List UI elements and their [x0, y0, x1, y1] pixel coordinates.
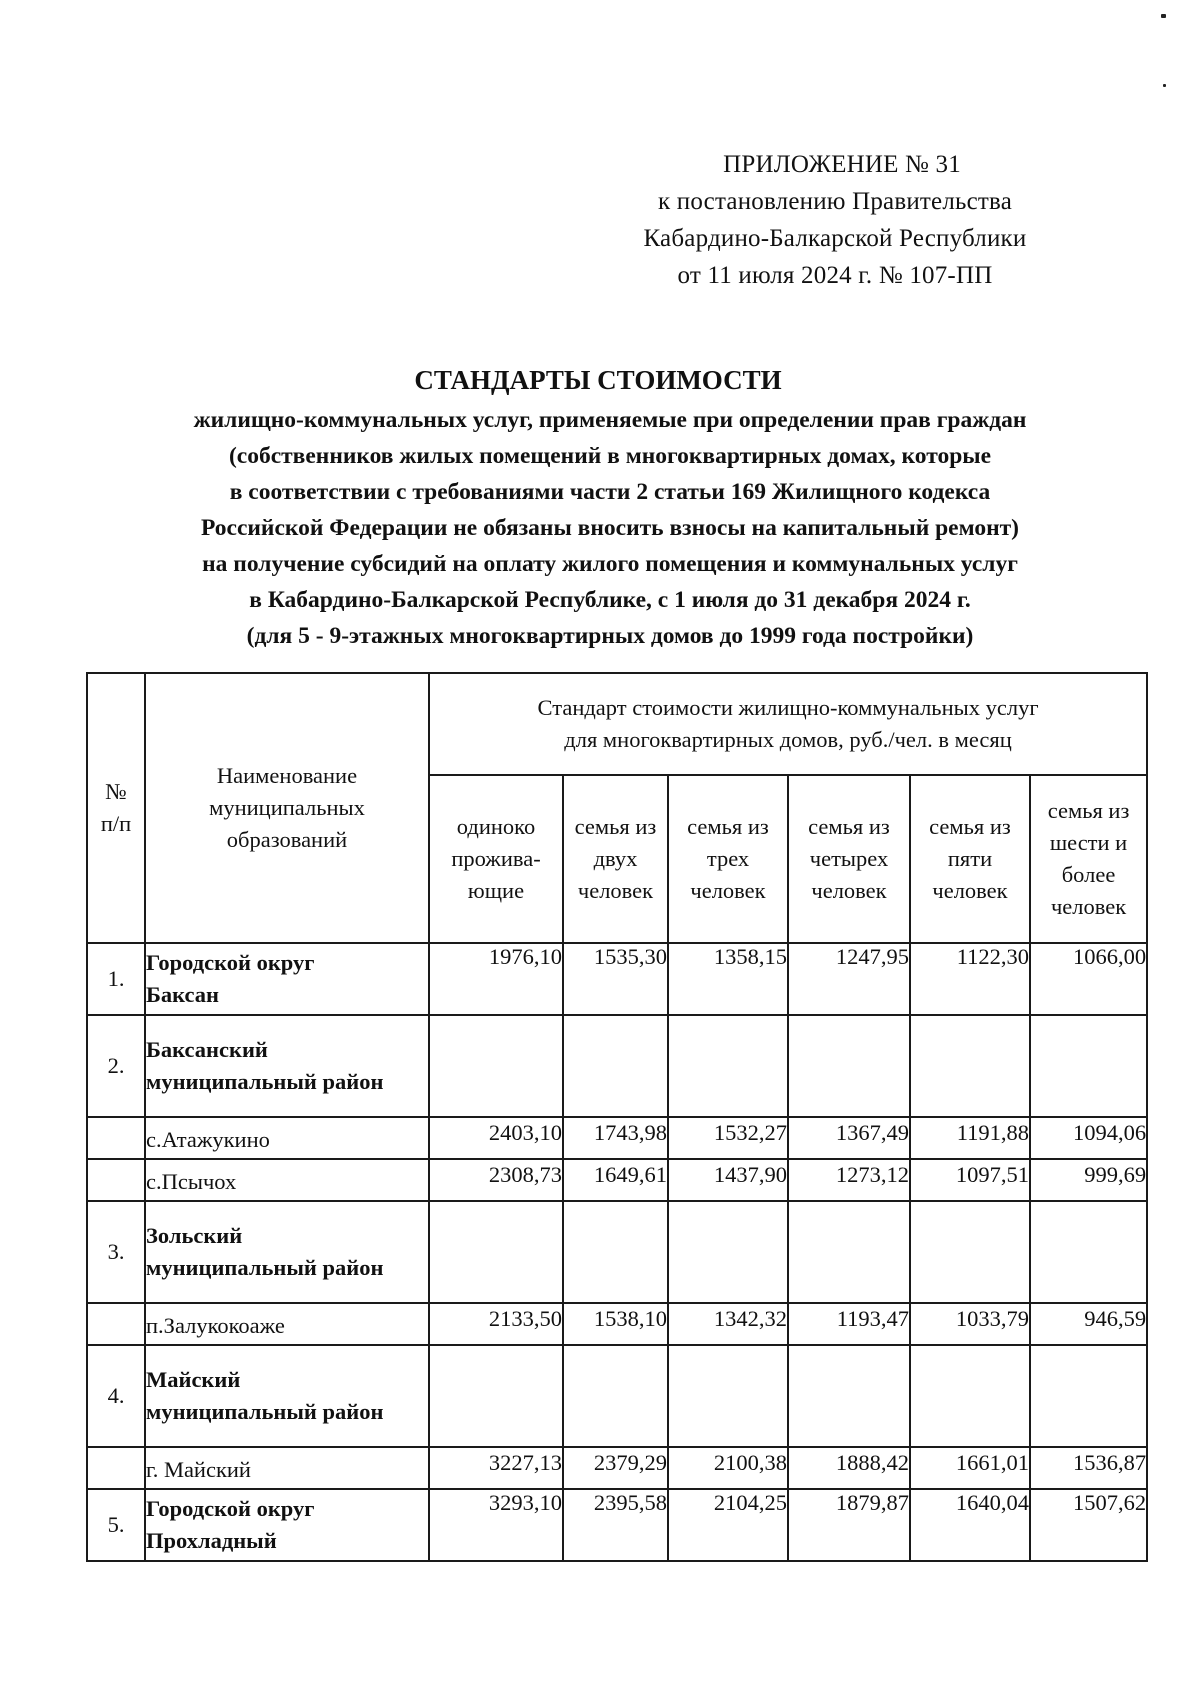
value-cell: 1273,12 [788, 1159, 910, 1201]
appendix-date: от 11 июля 2024 г. № 107-ПП [677, 262, 993, 289]
row-number: 1. [87, 943, 145, 1015]
municipality-name-line: Прохладный [146, 1528, 277, 1553]
value-cell: 1191,88 [910, 1117, 1030, 1159]
value-cell: 1976,10 [429, 943, 563, 1015]
header-column-line: более [1061, 862, 1116, 887]
municipality-name [145, 1489, 429, 1561]
value-cell: 2104,25 [668, 1489, 788, 1561]
municipality-name [145, 1201, 429, 1303]
header-column-family-4 [788, 775, 910, 943]
value-cell [1030, 1015, 1147, 1117]
municipality-name-line: муниципальный район [146, 1255, 384, 1280]
row-number [87, 1159, 145, 1201]
value-cell [668, 1345, 788, 1447]
municipality-name-line: муниципальный район [146, 1069, 384, 1094]
appendix-region: Кабардино-Балкарской Республики [643, 225, 1027, 252]
subtitle-line: Российской Федерации не обязаны вносить взносы на капитальный ремонт) [201, 515, 1019, 541]
header-number [87, 673, 145, 943]
appendix-header [600, 146, 1070, 294]
table-row [87, 1159, 1147, 1201]
value-cell: 3227,13 [429, 1447, 563, 1489]
header-column-line: человек [1050, 894, 1127, 919]
municipality-name-line: муниципальный район [146, 1399, 384, 1424]
row-number: 3. [87, 1201, 145, 1303]
value-cell [429, 1201, 563, 1303]
header-column-line: семья из [574, 814, 657, 839]
value-cell [788, 1201, 910, 1303]
value-cell: 1640,04 [910, 1489, 1030, 1561]
header-column-line: человек [932, 878, 1008, 903]
value-cell: 1367,49 [788, 1117, 910, 1159]
table-row [87, 1447, 1147, 1489]
value-cell [910, 1201, 1030, 1303]
value-cell: 999,69 [1030, 1159, 1147, 1201]
value-cell: 1033,79 [910, 1303, 1030, 1345]
table-row [87, 1303, 1147, 1345]
header-municipality-line: образований [226, 827, 348, 852]
value-cell: 2379,29 [563, 1447, 668, 1489]
value-cell: 1193,47 [788, 1303, 910, 1345]
value-cell [668, 1015, 788, 1117]
row-number [87, 1447, 145, 1489]
municipality-name [145, 1345, 429, 1447]
value-cell [910, 1345, 1030, 1447]
municipality-name-line: Майский [146, 1367, 241, 1392]
settlement-name: г. Майский [145, 1447, 429, 1489]
row-number: 2. [87, 1015, 145, 1117]
document-title: СТАНДАРТЫ СТОИМОСТИ [414, 365, 782, 395]
value-cell [563, 1015, 668, 1117]
municipality-name-line: Баксанский [146, 1037, 268, 1062]
municipality-name-line: Городской округ [146, 1496, 315, 1521]
value-cell: 2133,50 [429, 1303, 563, 1345]
header-column-family-3 [668, 775, 788, 943]
header-column-line: человек [811, 878, 887, 903]
subtitle-line: (собственников жилых помещений в многоквартирных домах, которые [228, 443, 992, 469]
appendix-resolution: к постановлению Правительства [657, 188, 1013, 215]
header-column-line: одиноко [456, 814, 536, 839]
settlement-name: с.Псычох [145, 1159, 429, 1201]
value-cell: 1661,01 [910, 1447, 1030, 1489]
municipality-name-line: Баксан [146, 982, 220, 1007]
value-cell [429, 1015, 563, 1117]
value-cell: 1888,42 [788, 1447, 910, 1489]
table-row-group [87, 1015, 1147, 1117]
header-column-family-6-plus [1030, 775, 1147, 943]
row-number: 4. [87, 1345, 145, 1447]
header-column-line: семья из [808, 814, 890, 839]
table-row [87, 1489, 1147, 1561]
header-cost-standard-group [429, 673, 1147, 775]
header-column-line: человек [577, 878, 654, 903]
value-cell: 1535,30 [563, 943, 668, 1015]
subtitle-line: в Кабардино-Балкарской Республике, с 1 июля до 31 декабря 2024 г. [249, 587, 971, 613]
header-column-line: прожива- [451, 846, 541, 871]
value-cell [1030, 1201, 1147, 1303]
value-cell: 1122,30 [910, 943, 1030, 1015]
header-column-line: семья из [929, 814, 1011, 839]
value-cell [910, 1015, 1030, 1117]
table-row [87, 943, 1147, 1015]
header-group-line: для многоквартирных домов, руб./чел. в месяц [564, 727, 1012, 752]
row-number: 5. [87, 1489, 145, 1561]
header-number-abbr: п/п [100, 811, 132, 836]
value-cell [788, 1015, 910, 1117]
value-cell [1030, 1345, 1147, 1447]
table-row-group [87, 1345, 1147, 1447]
scan-artifact [1161, 14, 1166, 18]
header-municipality-line: Наименование [216, 763, 358, 788]
header-column-line: шести и [1049, 830, 1128, 855]
header-column-family-2 [563, 775, 668, 943]
value-cell [563, 1345, 668, 1447]
value-cell: 1649,61 [563, 1159, 668, 1201]
header-group-line: Стандарт стоимости жилищно-коммунальных услуг [537, 695, 1039, 720]
header-column-line: семья из [687, 814, 769, 839]
settlement-name: п.Залукокоаже [145, 1303, 429, 1345]
value-cell: 946,59 [1030, 1303, 1147, 1345]
value-cell: 1342,32 [668, 1303, 788, 1345]
value-cell: 1247,95 [788, 943, 910, 1015]
header-column-line: пяти [947, 846, 993, 871]
standards-table [86, 672, 1148, 1562]
value-cell [668, 1201, 788, 1303]
municipality-name-line: Городской округ [146, 950, 315, 975]
value-cell [429, 1345, 563, 1447]
value-cell [563, 1201, 668, 1303]
header-number-symbol: № [105, 779, 127, 804]
value-cell: 1066,00 [1030, 943, 1147, 1015]
value-cell: 1358,15 [668, 943, 788, 1015]
row-number [87, 1303, 145, 1345]
value-cell: 1532,27 [668, 1117, 788, 1159]
appendix-number: ПРИЛОЖЕНИЕ № 31 [723, 151, 961, 178]
table-row-group [87, 1201, 1147, 1303]
value-cell: 1094,06 [1030, 1117, 1147, 1159]
row-number [87, 1117, 145, 1159]
subtitle-line: на получение субсидий на оплату жилого помещения и коммунальных услуг [202, 551, 1018, 577]
header-municipality [145, 673, 429, 943]
municipality-name [145, 943, 429, 1015]
header-column-family-5 [910, 775, 1030, 943]
value-cell: 1538,10 [563, 1303, 668, 1345]
subtitle-line: жилищно-коммунальных услуг, применяемые при определении прав граждан [193, 407, 1027, 433]
value-cell [788, 1345, 910, 1447]
value-cell: 2395,58 [563, 1489, 668, 1561]
value-cell: 1437,90 [668, 1159, 788, 1201]
header-column-line: человек [690, 878, 766, 903]
header-municipality-line: муниципальных [209, 795, 365, 820]
value-cell: 2403,10 [429, 1117, 563, 1159]
header-column-line: ющие [467, 878, 525, 903]
document-title-block [100, 362, 1120, 654]
header-column-line: двух [593, 846, 638, 871]
municipality-name [145, 1015, 429, 1117]
scan-artifact [1163, 84, 1166, 87]
value-cell: 1536,87 [1030, 1447, 1147, 1489]
value-cell: 1097,51 [910, 1159, 1030, 1201]
value-cell: 1507,62 [1030, 1489, 1147, 1561]
subtitle-line: (для 5 - 9-этажных многоквартирных домов до 1999 года постройки) [246, 623, 974, 649]
value-cell: 2308,73 [429, 1159, 563, 1201]
subtitle-line: в соответствии с требованиями части 2 статьи 169 Жилищного кодекса [229, 479, 991, 505]
value-cell: 1879,87 [788, 1489, 910, 1561]
header-column-line: семья из [1047, 798, 1130, 823]
header-column-line: четырех [809, 846, 889, 871]
value-cell: 2100,38 [668, 1447, 788, 1489]
header-column-single [429, 775, 563, 943]
settlement-name: с.Атажукино [145, 1117, 429, 1159]
municipality-name-line: Зольский [146, 1223, 243, 1248]
value-cell: 1743,98 [563, 1117, 668, 1159]
header-column-line: трех [706, 846, 750, 871]
table-row [87, 1117, 1147, 1159]
value-cell: 3293,10 [429, 1489, 563, 1561]
